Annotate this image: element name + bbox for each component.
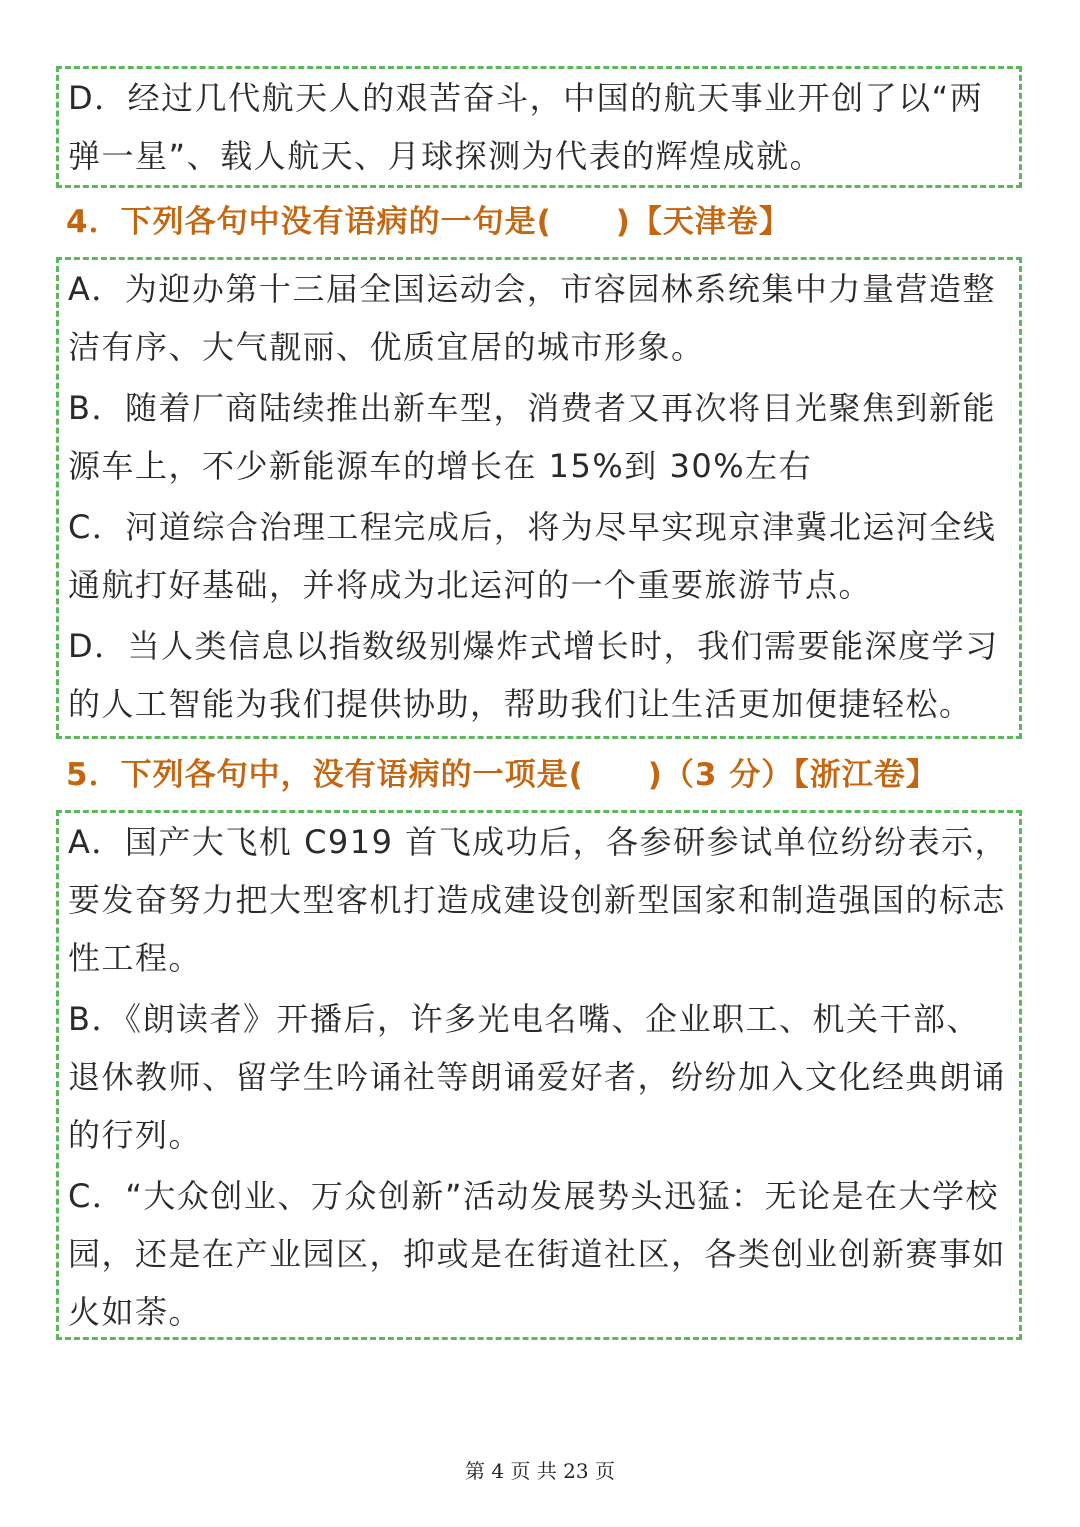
question-5-title: 5．下列各句中，没有语病的一项是( )（3 分）【浙江卷】 [66,757,938,793]
q4-option-c: C．河道综合治理工程完成后，将为尽早实现京津冀北运河全线通航打好基础，并将成为北运河的一个重要旅游节点。 [68,508,997,604]
q4-option-b: B．随着厂商陆续推出新车型，消费者又再次将目光聚焦到新能源车上，不少新能源车的增长在 15%到 30%左右 [68,389,996,485]
question-5-options-box [56,810,1022,1340]
q5-option-b: B．《朗读者》开播后，许多光电名嘴、企业职工、机关干部、退休教师、留学生吟诵社等朗诵爱好者，纷纷加入文化经典朗诵的行列。 [68,1000,1007,1154]
q4-option-d: D．当人类信息以指数级别爆炸式增长时，我们需要能深度学习的人工智能为我们提供协助，帮助我们让生活更加便捷轻松。 [68,627,999,723]
option-box-top [56,66,1022,188]
page-number: 第 4 页 共 23 页 [465,1459,615,1483]
q3-option-d: D．经过几代航天人的艰苦奋斗，中国的航天事业开创了以“两弹一星”、载人航天、月球探测为代表的辉煌成就。 [68,79,984,175]
q5-option-a: A．国产大飞机 C919 首飞成功后，各参研参试单位纷纷表示，要发奋努力把大型客机打造成建设创新型国家和制造强国的标志性工程。 [68,823,1009,977]
q4-option-a: A．为迎办第十三届全国运动会，市容园林系统集中力量营造整洁有序、大气靓丽、优质宜居的城市形象。 [68,270,996,366]
question-4-options-box [56,257,1022,739]
question-4-title: 4．下列各句中没有语病的一句是( )【天津卷】 [66,204,791,240]
q5-option-c: C．“大众创业、万众创新”活动发展势头迅猛：无论是在大学校园，还是在产业园区，抑或是在街道社区，各类创业创新赛事如火如荼。 [68,1177,1007,1331]
